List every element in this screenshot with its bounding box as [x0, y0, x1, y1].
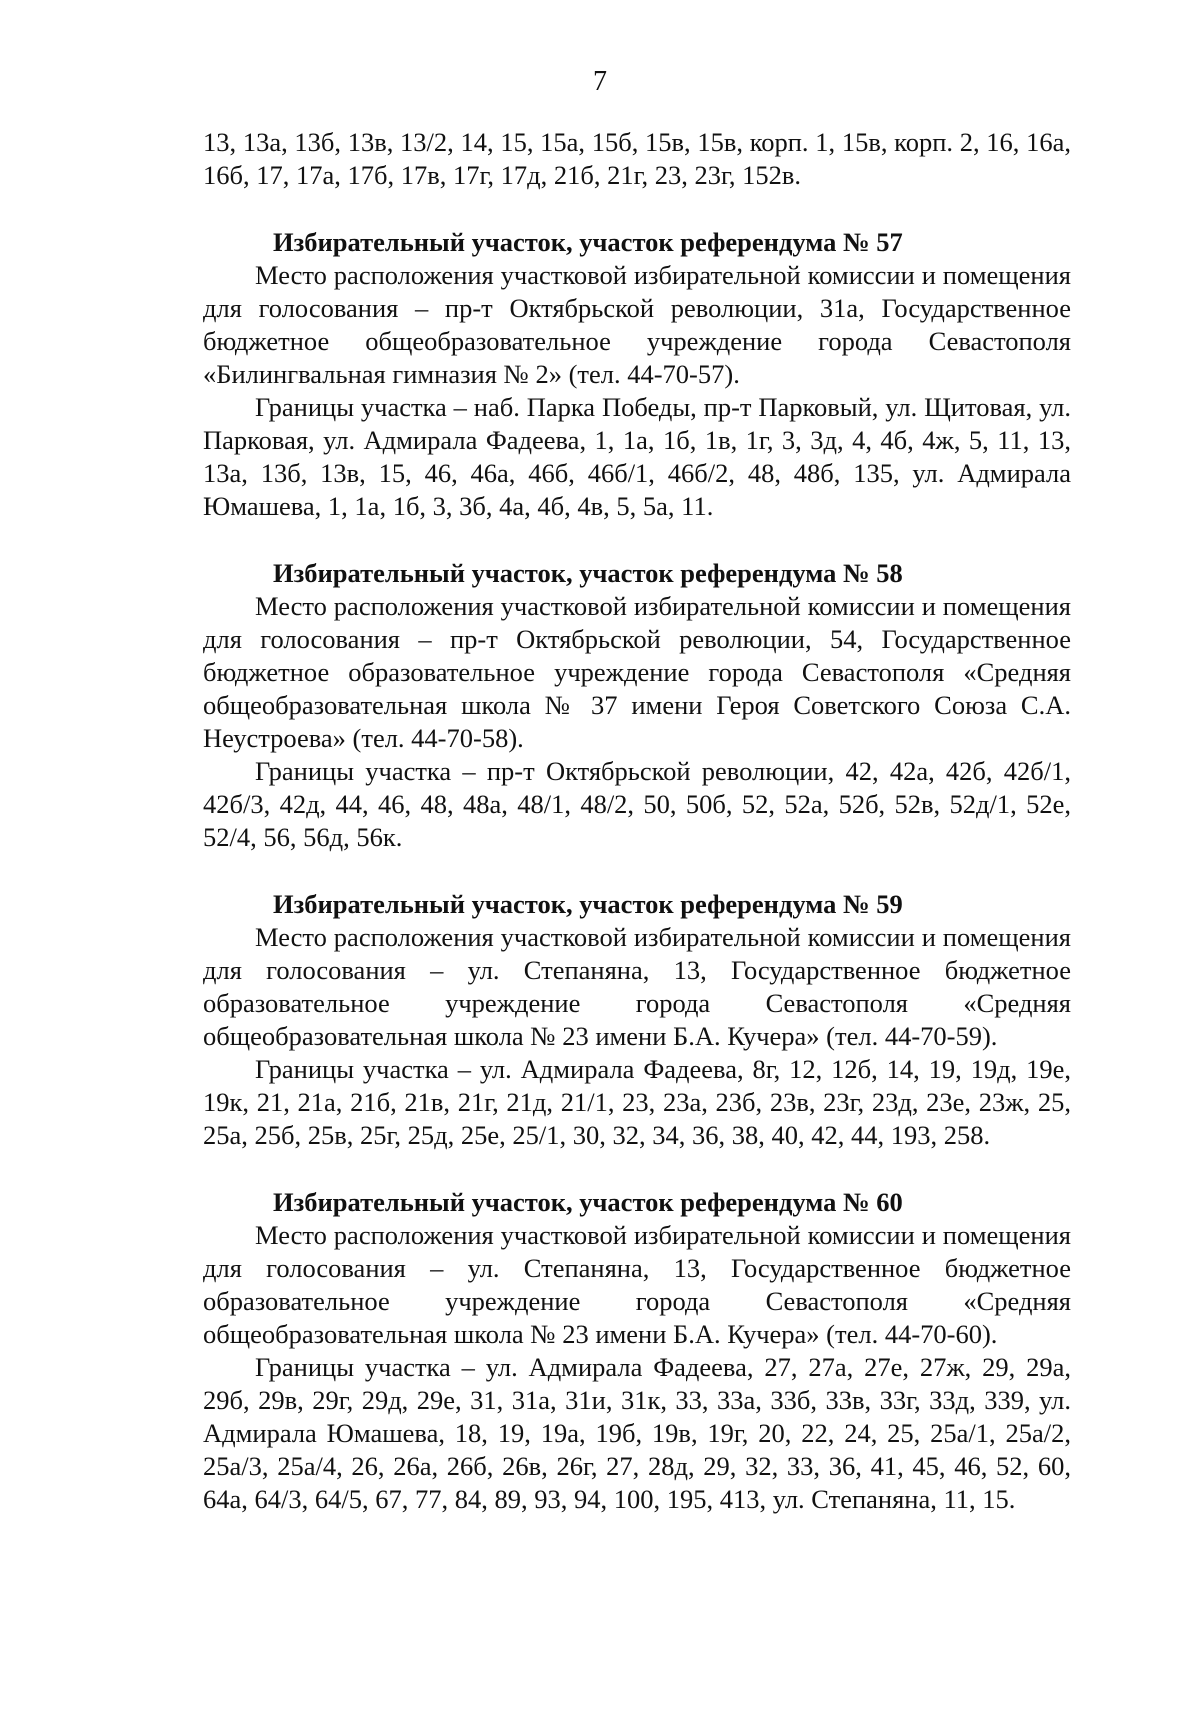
polling-station-60 — [203, 1186, 1071, 1516]
section-heading: Избирательный участок, участок референдума № 60 — [273, 1187, 903, 1217]
boundaries-paragraph: Границы участка – пр-т Октябрьской революции, 42, 42а, 42б, 42б/1, 42б/3, 42д, 44, 46, 48, 48а, 48/1, 48/2, 50, 50б, 52, 52а, 52б, 52в, 52д/1, 52е, 52/4, 56, 56д, 56к. — [203, 756, 1071, 852]
boundaries-paragraph: Границы участка – ул. Адмирала Фадеева, 8г, 12, 12б, 14, 19, 19д, 19е, 19к, 21, 21а, 21б, 21в, 21г, 21д, 21/1, 23, 23а, 23б, 23в, 23г, 23д, 23е, 23ж, 25, 25а, 25б, 25в, 25г, 25д, 25е, 25/1, 30, 32, 34, 36, 38, 40, 42, 44, 193, 258. — [203, 1054, 1071, 1150]
polling-station-59 — [203, 888, 1071, 1152]
boundaries-paragraph: Границы участка – наб. Парка Победы, пр-т Парковый, ул. Щитовая, ул. Парковая, ул. Адмирала Фадеева, 1, 1а, 1б, 1в, 1г, 3, 3д, 4, 4б, 4ж, 5, 11, 13, 13а, 13б, 13в, 15, 46, 46а, 46б, 46б/1, 46б/2, 48, 48б, 135, ул. Адмирала Юмашева, 1, 1а, 1б, 3, 3б, 4а, 4б, 4в, 5, 5а, 11. — [203, 392, 1071, 521]
section-heading: Избирательный участок, участок референдума № 57 — [273, 227, 903, 257]
page-number: 7 — [593, 66, 607, 97]
location-paragraph: Место расположения участковой избирательной комиссии и помещения для голосования – ул. Степаняна, 13, Государственное бюджетное образовательное учреждение города Севастополя «Средняя общеобразовательная школа № 23 имени Б.А. Кучера» (тел. 44-70-59). — [203, 922, 1071, 1051]
intro-paragraph: 13, 13а, 13б, 13в, 13/2, 14, 15, 15а, 15б, 15в, 15в, корп. 1, 15в, корп. 2, 16, 16а, 16б, 17, 17а, 17б, 17в, 17г, 17д, 21б, 21г, 23, 23г, 152в. — [203, 127, 1071, 190]
location-paragraph: Место расположения участковой избирательной комиссии и помещения для голосования – пр-т Октябрьской революции, 31а, Государственное бюджетное общеобразовательное учреждение города Севастополя «Билингвальная гимназия № 2» (тел. 44-70-57). — [203, 260, 1071, 389]
location-paragraph: Место расположения участковой избирательной комиссии и помещения для голосования – пр-т Октябрьской революции, 54, Государственное бюджетное образовательное учреждение города Севастополя «Средняя общеобразовательная школа № 37 имени Героя Советского Союза С.А. Неустроева» (тел. 44-70-58). — [203, 591, 1071, 753]
polling-station-57 — [203, 226, 1071, 523]
boundaries-paragraph: Границы участка – ул. Адмирала Фадеева, 27, 27а, 27е, 27ж, 29, 29а, 29б, 29в, 29г, 29д, 29е, 31, 31а, 31и, 31к, 33, 33а, 33б, 33в, 33г, 33д, 339, ул. Адмирала Юмашева, 18, 19, 19а, 19б, 19в, 19г, 20, 22, 24, 25, 25а/1, 25а/2, 25а/3, 25а/4, 26, 26а, 26б, 26в, 26г, 27, 28д, 29, 32, 33, 36, 41, 45, 46, 52, 60, 64а, 64/3, 64/5, 67, 77, 84, 89, 93, 94, 100, 195, 413, ул. Степаняна, 11, 15. — [203, 1352, 1071, 1514]
section-heading: Избирательный участок, участок референдума № 59 — [273, 889, 903, 919]
section-heading: Избирательный участок, участок референдума № 58 — [273, 558, 903, 588]
location-paragraph: Место расположения участковой избирательной комиссии и помещения для голосования – ул. Степаняна, 13, Государственное бюджетное образовательное учреждение города Севастополя «Средняя общеобразовательная школа № 23 имени Б.А. Кучера» (тел. 44-70-60). — [203, 1220, 1071, 1349]
document-body — [203, 126, 1071, 1516]
polling-station-58 — [203, 557, 1071, 854]
